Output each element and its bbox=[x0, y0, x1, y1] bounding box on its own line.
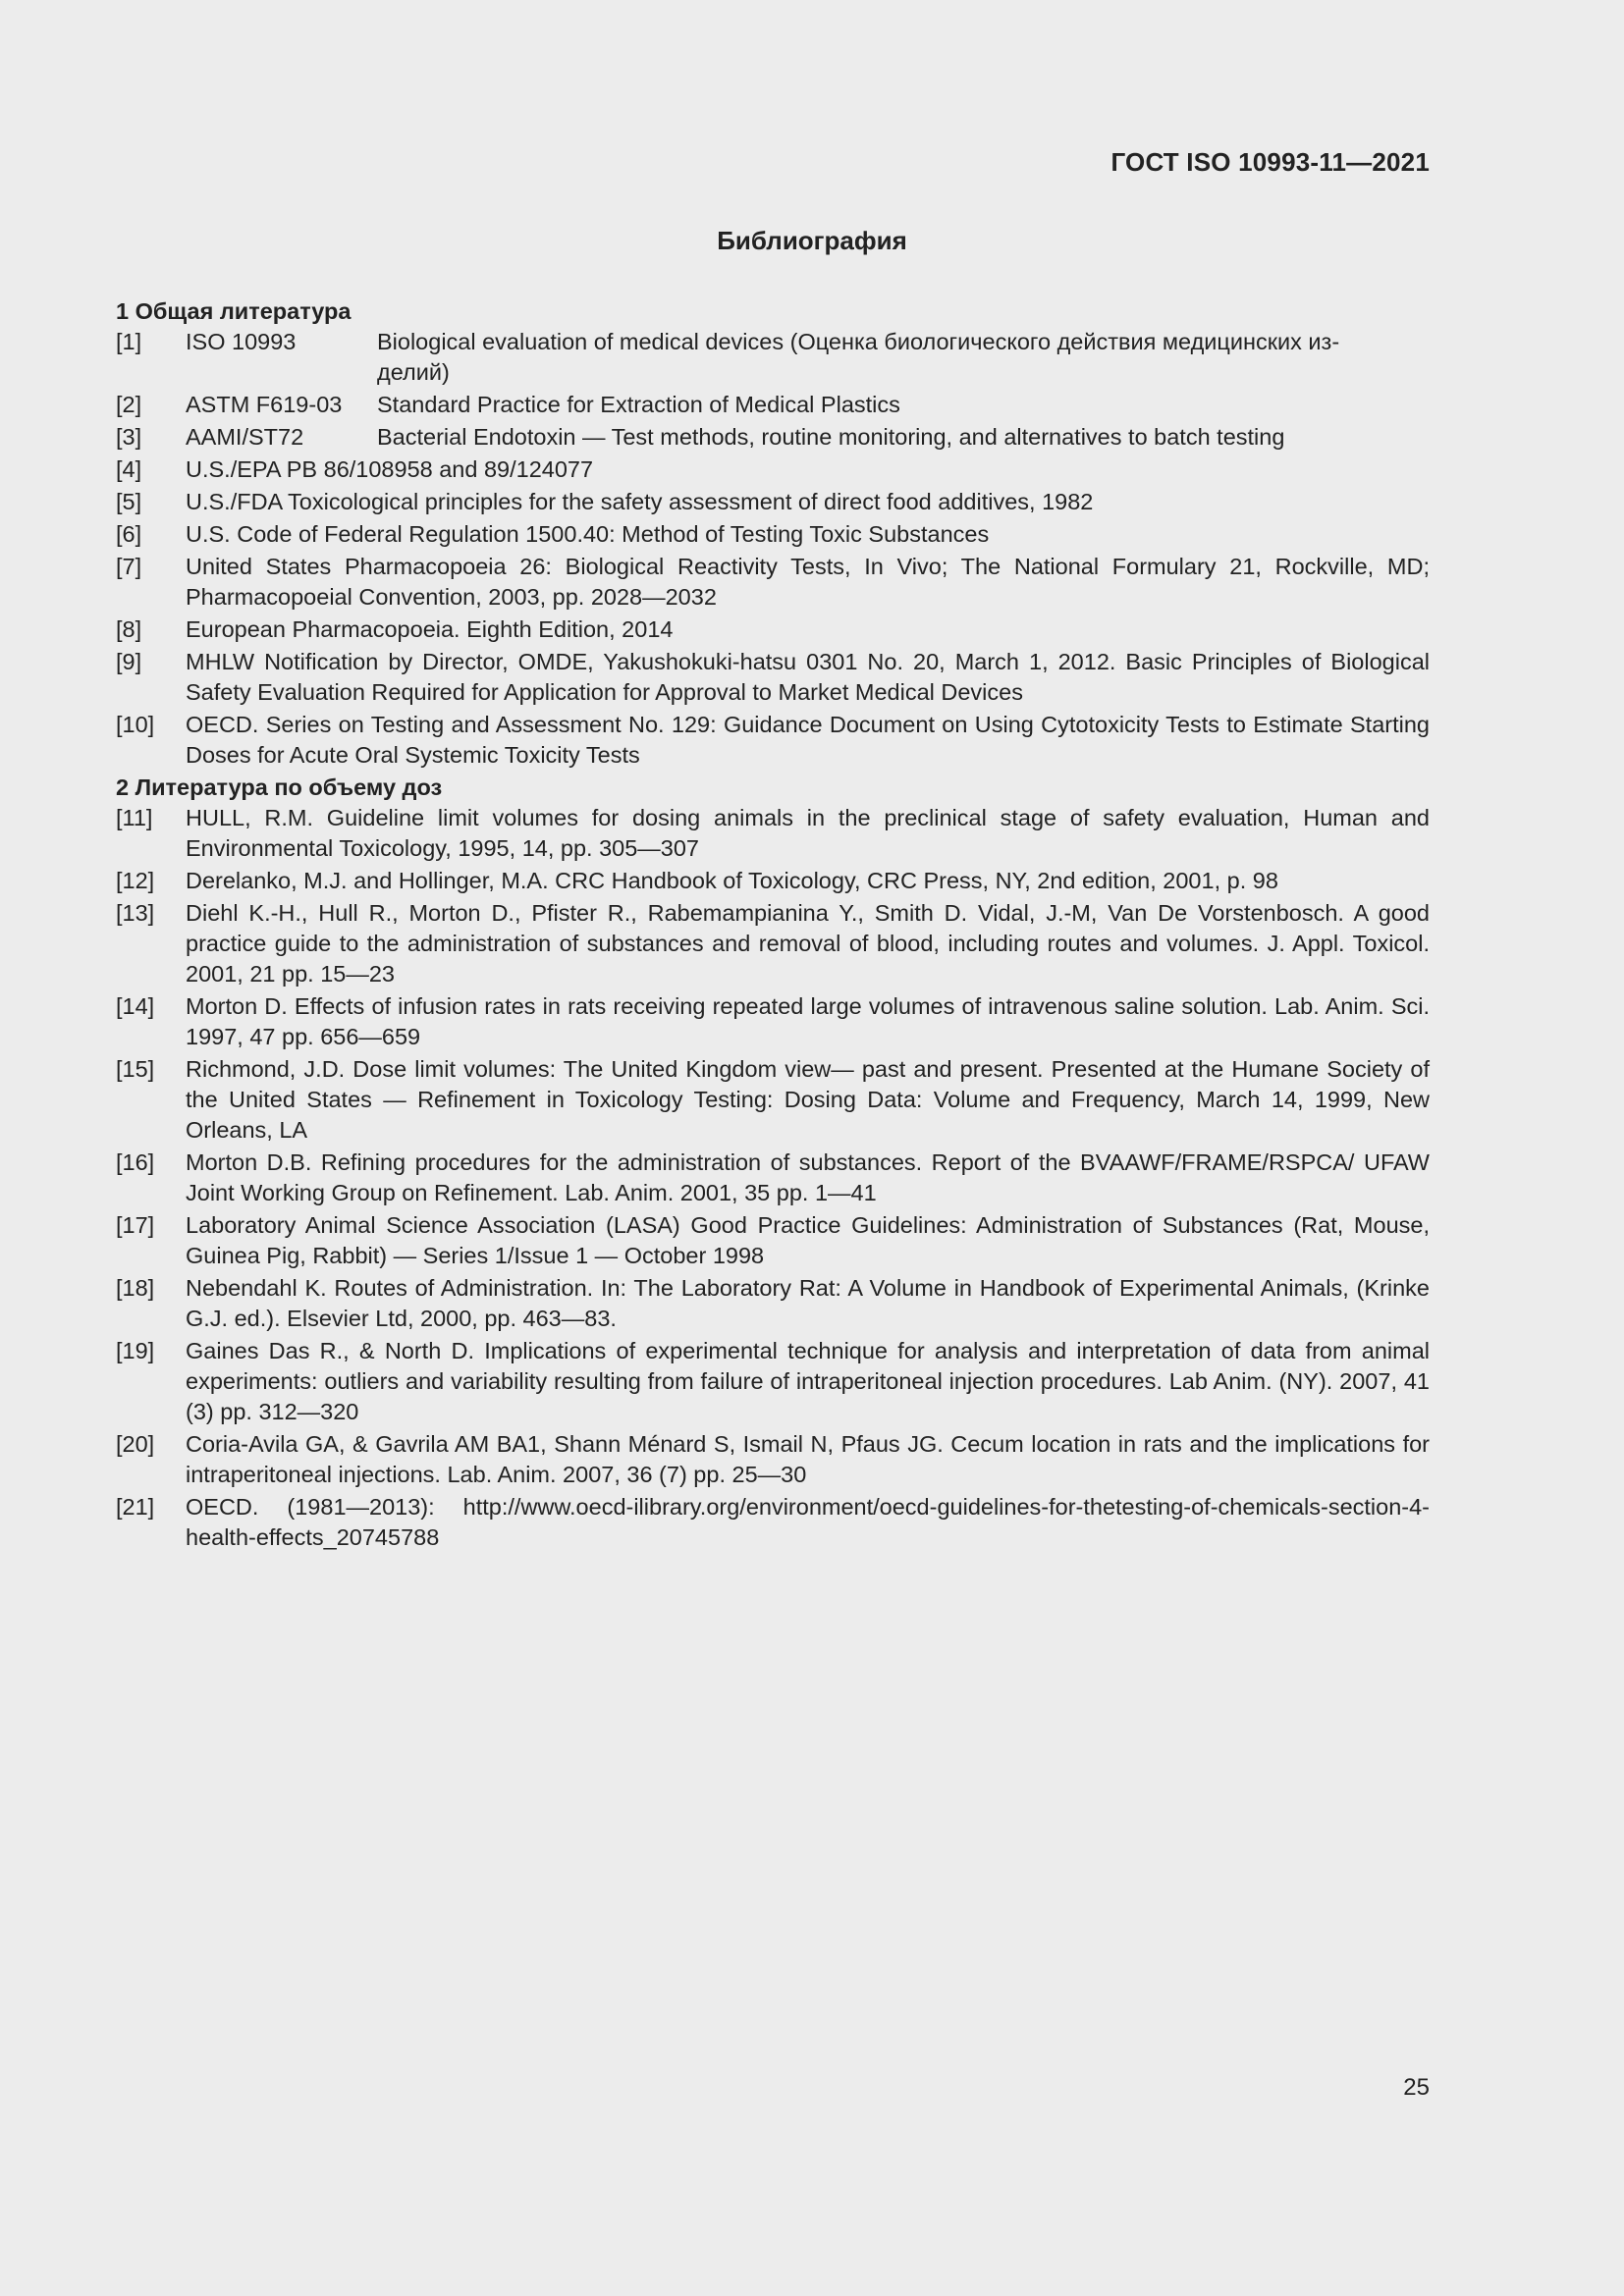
reference-number: [21] bbox=[116, 1494, 155, 1520]
reference-text: United States Pharmacopoeia 26: Biological Reactivity Tests, In Vivo; The National Formulary 21, Rockville, MD; Pharmacopoeial Convention, 2003, pp. 2028—2032 bbox=[186, 554, 1430, 610]
reference-item bbox=[116, 390, 1430, 420]
reference-number: [8] bbox=[116, 616, 142, 642]
reference-item bbox=[116, 519, 1430, 550]
reference-number: [18] bbox=[116, 1275, 155, 1301]
section-heading: 2 Литература по объему доз bbox=[116, 774, 443, 800]
reference-item bbox=[116, 1054, 1430, 1146]
reference-number: [13] bbox=[116, 900, 155, 926]
reference-number: [2] bbox=[116, 392, 142, 417]
reference-item bbox=[116, 991, 1430, 1052]
reference-number: [15] bbox=[116, 1056, 155, 1082]
reference-number: [19] bbox=[116, 1338, 155, 1363]
reference-item bbox=[116, 422, 1430, 453]
reference-number: [3] bbox=[116, 424, 142, 450]
reference-number: [10] bbox=[116, 712, 155, 737]
reference-description: Bacterial Endotoxin — Test methods, routine monitoring, and alternatives to batch testing bbox=[377, 424, 1285, 450]
reference-number: [12] bbox=[116, 868, 155, 893]
reference-description-line1: Biological evaluation of medical devices (Оценка биологического действия медицинских из- bbox=[377, 329, 1340, 354]
reference-item bbox=[116, 614, 1430, 645]
reference-number: [9] bbox=[116, 649, 142, 674]
reference-text: Morton D. Effects of infusion rates in rats receiving repeated large volumes of intravenous saline solution. Lab. Anim. Sci. 1997, 47 pp. 656—659 bbox=[186, 993, 1430, 1049]
reference-text: Derelanko, M.J. and Hollinger, M.A. CRC Handbook of Toxicology, CRC Press, NY, 2nd edition, 2001, p. 98 bbox=[186, 868, 1278, 893]
reference-item bbox=[116, 487, 1430, 517]
reference-number: [16] bbox=[116, 1149, 155, 1175]
reference-number: [1] bbox=[116, 329, 142, 354]
reference-number: [7] bbox=[116, 554, 142, 579]
reference-text: OECD. Series on Testing and Assessment No. 129: Guidance Document on Using Cytotoxicity Tests to Estimate Starting Doses for Acute Oral Systemic Toxicity Tests bbox=[186, 712, 1430, 768]
reference-number: [14] bbox=[116, 993, 155, 1019]
reference-item bbox=[116, 552, 1430, 613]
reference-item bbox=[116, 327, 1430, 388]
reference-text: U.S. Code of Federal Regulation 1500.40: Method of Testing Toxic Substances bbox=[186, 521, 990, 547]
reference-item bbox=[116, 647, 1430, 708]
reference-text: Laboratory Animal Science Association (LASA) Good Practice Guidelines: Administration of Substances (Rat, Mouse, Guinea Pig, Rabbit) — Series 1/Issue 1 — October 1998 bbox=[186, 1212, 1430, 1268]
reference-code: ASTM F619-03 bbox=[186, 392, 343, 417]
reference-number: [20] bbox=[116, 1431, 155, 1457]
section-heading: 1 Общая литература bbox=[116, 298, 352, 324]
reference-text: Gaines Das R., & North D. Implications of experimental technique for analysis and interpretation of data from animal experiments: outliers and variability resulting from failure of intraperitoneal injection procedures. Lab Anim. (NY). 2007, 41 (3) pp. 312—320 bbox=[186, 1338, 1430, 1424]
reference-code: ISO 10993 bbox=[186, 329, 297, 354]
reference-item bbox=[116, 803, 1430, 864]
reference-item bbox=[116, 1273, 1430, 1334]
reference-text: U.S./FDA Toxicological principles for the safety assessment of direct food additives, 1982 bbox=[186, 489, 1094, 514]
reference-number: [17] bbox=[116, 1212, 155, 1238]
reference-description bbox=[377, 327, 1430, 357]
reference-number: [11] bbox=[116, 805, 153, 830]
reference-item bbox=[116, 1429, 1430, 1490]
reference-number: [5] bbox=[116, 489, 142, 514]
reference-text: Coria-Avila GA, & Gavrila AM BA1, Shann Ménard S, Ismail N, Pfaus JG. Cecum location in rats and the implications for intraperitoneal injections. Lab. Anim. 2007, 36 (7) pp. 25—30 bbox=[186, 1431, 1430, 1487]
reference-item bbox=[116, 710, 1430, 771]
reference-item bbox=[116, 1492, 1430, 1553]
reference-description: Standard Practice for Extraction of Medical Plastics bbox=[377, 392, 900, 417]
reference-text: Diehl K.-H., Hull R., Morton D., Pfister R., Rabemampianina Y., Smith D. Vidal, J.-M, Van De Vorstenbosch. A good practice guide to the administration of substances and removal of blood, including routes and volumes. J. Appl. Toxicol. 2001, 21 pp. 15—23 bbox=[186, 900, 1430, 987]
reference-text: U.S./EPA PB 86/108958 and 89/124077 bbox=[186, 456, 594, 482]
reference-item bbox=[116, 1336, 1430, 1427]
reference-item bbox=[116, 1148, 1430, 1208]
reference-text: Nebendahl K. Routes of Administration. In: The Laboratory Rat: A Volume in Handbook of Experimental Animals, (Krinke G.J. ed.). Elsevier Ltd, 2000, pp. 463—83. bbox=[186, 1275, 1430, 1331]
page-number: 25 bbox=[1403, 2074, 1430, 2101]
reference-item bbox=[116, 898, 1430, 989]
reference-number: [6] bbox=[116, 521, 142, 547]
reference-text: MHLW Notification by Director, OMDE, Yakushokuki-hatsu 0301 No. 20, March 1, 2012. Basic Principles of Biological Safety Evaluation Required for Application for Approval to Market Medical Devices bbox=[186, 649, 1430, 705]
reference-description-line2: делий) bbox=[377, 359, 450, 385]
reference-text: HULL, R.M. Guideline limit volumes for dosing animals in the preclinical stage of safety evaluation, Human and Environmental Toxicology, 1995, 14, pp. 305—307 bbox=[186, 805, 1430, 861]
reference-text: Richmond, J.D. Dose limit volumes: The United Kingdom view— past and present. Presented at the Humane Society of the United States — Refinement in Toxicology Testing: Dosing Data: Volume and Frequency, March 14, 1999, New Orleans, LA bbox=[186, 1056, 1430, 1143]
reference-number: [4] bbox=[116, 456, 142, 482]
bibliography bbox=[116, 296, 1430, 1555]
reference-text: OECD. (1981—2013): http://www.oecd-ilibrary.org/environment/oecd-guidelines-for-thetesting-of-chemicals-section-4-health-effects_20745788 bbox=[186, 1494, 1430, 1550]
reference-item bbox=[116, 866, 1430, 896]
reference-text: European Pharmacopoeia. Eighth Edition, 2014 bbox=[186, 616, 674, 642]
reference-item bbox=[116, 1210, 1430, 1271]
standard-id: ГОСТ ISO 10993-11—2021 bbox=[1110, 147, 1430, 177]
reference-item bbox=[116, 454, 1430, 485]
reference-code: AAMI/ST72 bbox=[186, 424, 304, 450]
page-title: Библиография bbox=[717, 226, 907, 255]
reference-text: Morton D.B. Refining procedures for the administration of substances. Report of the BVAAWF/FRAME/RSPCA/ UFAW Joint Working Group on Refinement. Lab. Anim. 2001, 35 pp. 1—41 bbox=[186, 1149, 1430, 1205]
